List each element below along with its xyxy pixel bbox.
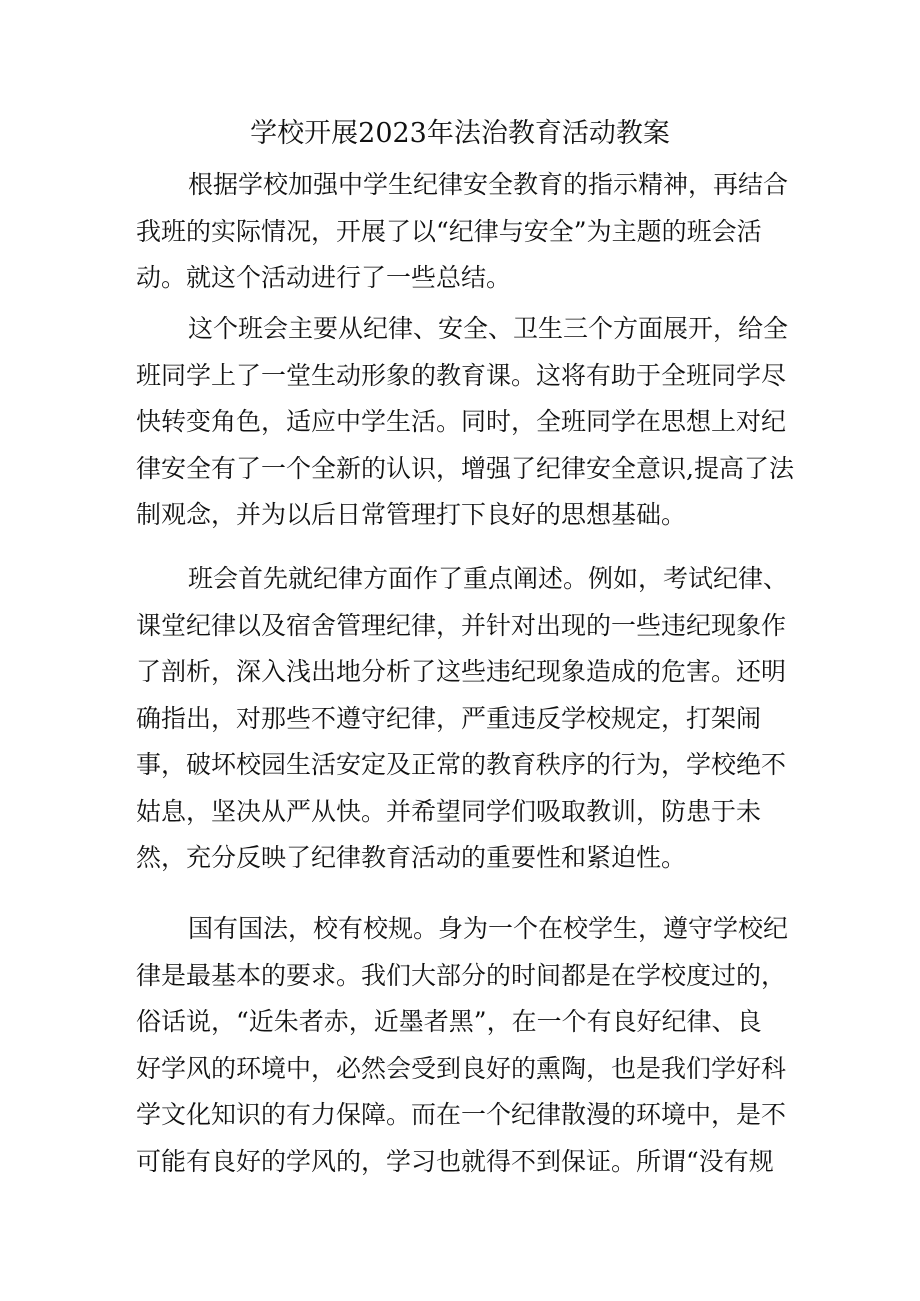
paragraph-line: 学文化知识的有力保障。而在一个纪律散漫的环境中，是不 xyxy=(136,1100,787,1129)
paragraph-line: 国有国法，校有校规。身为一个在校学生，遵守学校纪 xyxy=(188,914,789,943)
paragraph-line: 好学风的环境中，必然会受到良好的熏陶，也是我们学好科 xyxy=(136,1053,787,1083)
paragraph-line: 确指出，对那些不遵守纪律，严重违反学校规定，打架闹 xyxy=(136,703,762,733)
paragraph-1 xyxy=(136,162,796,302)
paragraph-line: 动。就这个活动进行了一些总结。 xyxy=(136,263,512,292)
paragraph-2 xyxy=(136,306,796,539)
paragraph-line: 可能有良好的学风的，学习也就得不到保证。所谓“没有规 xyxy=(136,1146,774,1176)
paragraph-4 xyxy=(136,906,796,1185)
paragraph-line: 律是最基本的要求。我们大部分的时间都是在学校度过的， xyxy=(136,960,787,990)
paragraph-line: 班会首先就纪律方面作了重点阐述。例如，考试纪律、 xyxy=(188,564,789,593)
paragraph-line: 姑息，坚决从严从快。并希望同学们吸取教训，防患于未 xyxy=(136,796,762,826)
paragraph-line: 俗话说，“近朱者赤，近墨者黑”，在一个有良好纪律、良 xyxy=(136,1007,762,1036)
paragraph-line: 我班的实际情况，开展了以“纪律与安全”为主题的班会活 xyxy=(136,216,762,246)
paragraph-line: 然，充分反映了纪律教育活动的重要性和紧迫性。 xyxy=(136,843,687,872)
paragraph-line: 这个班会主要从纪律、安全、卫生三个方面展开，给全 xyxy=(188,314,789,343)
paragraph-line: 班同学上了一堂生动形象的教育课。这将有助于全班同学尽 xyxy=(136,360,787,390)
paragraph-line: 根据学校加强中学生纪律安全教育的指示精神，再结合 xyxy=(188,170,789,199)
paragraph-3 xyxy=(136,556,796,882)
paragraph-line: 快转变角色，适应中学生活。同时，全班同学在思想上对纪 xyxy=(136,407,787,436)
document-title: 学校开展2023年法治教育活动教案 xyxy=(250,118,670,149)
paragraph-line: 制观念，并为以后日常管理打下良好的思想基础。 xyxy=(136,500,687,529)
paragraph-line: 律安全有了一个全新的认识，增强了纪律安全意识,提高了法 xyxy=(136,453,794,483)
paragraph-line: 课堂纪律以及宿舍管理纪律，并针对出现的一些违纪现象作 xyxy=(136,610,787,640)
paragraph-line: 了剖析，深入浅出地分析了这些违纪现象造成的危害。还明 xyxy=(136,657,787,686)
paragraph-line: 事，破坏校园生活安定及正常的教育秩序的行为，学校绝不 xyxy=(136,750,787,779)
